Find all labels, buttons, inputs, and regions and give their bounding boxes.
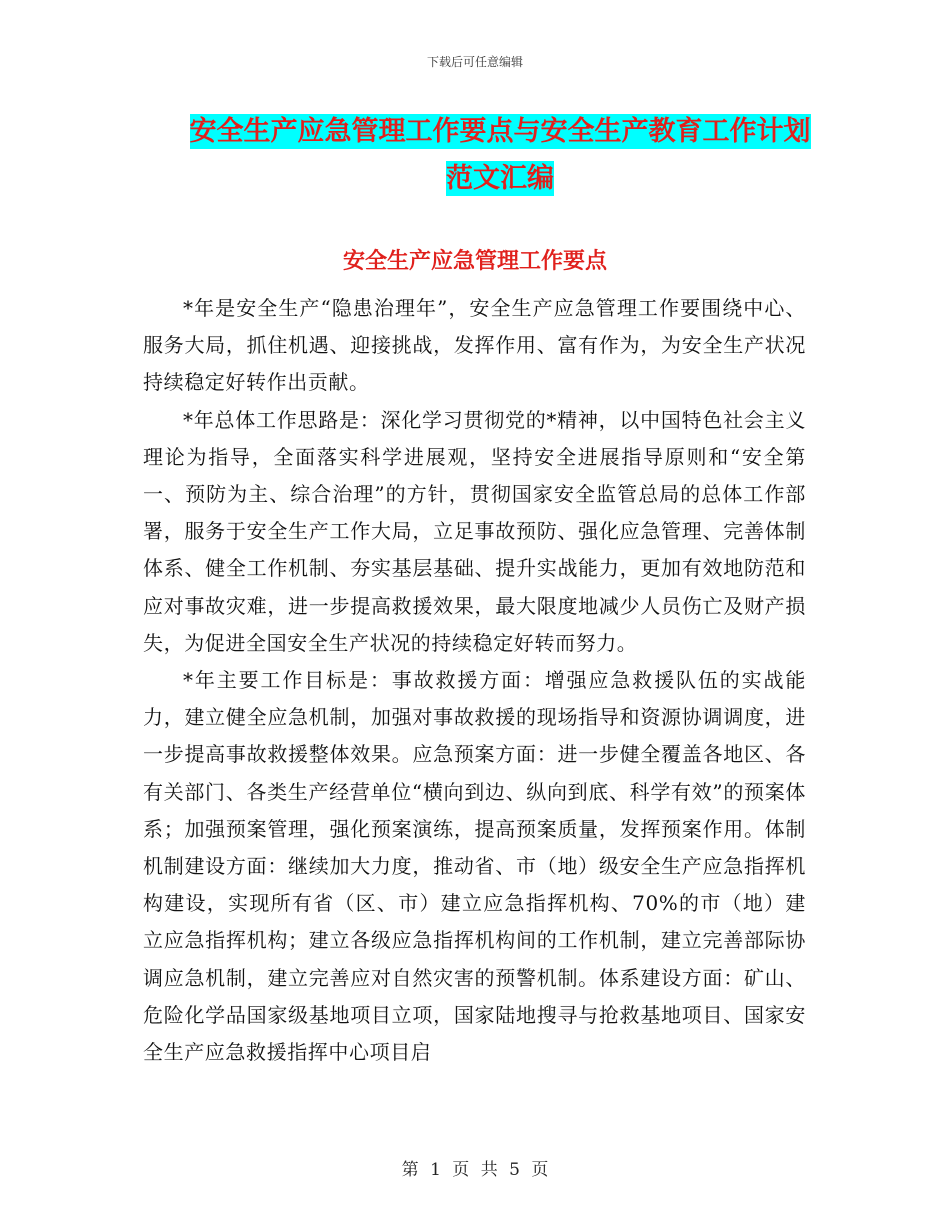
document-body (143, 290, 806, 1071)
page-number-footer: 第 1 页 共 5 页 (401, 1160, 549, 1180)
body-paragraph-2: *年总体工作思路是：深化学习贯彻党的*精神，以中国特色社会主义理论为指导，全面落实科学进展观，坚持安全进展指导原则和“安全第一、预防为主、综合治理”的方针，贯彻国家安全监管总局的总体工作部署，服务于安全生产工作大局，立足事故预防、强化应急管理、完善体制体系、健全工作机制、夯实基层基础、提升实战能力，更加有效地防范和应对事故灾难，进一步提高救援效果，最大限度地减少人员伤亡及财产损失，为促进全国安全生产状况的持续稳定好转而努力。 (143, 407, 806, 655)
page-header-note: 下载后可任意编辑 (426, 55, 523, 69)
document-title-line-1: 安全生产应急管理工作要点与安全生产教育工作计划 (189, 116, 811, 147)
document-title-line-2: 范文汇编 (446, 163, 554, 194)
body-paragraph-1: *年是安全生产“隐患治理年”，安全生产应急管理工作要围绕中心、服务大局，抓住机遇、迎接挑战，发挥作用、富有作为，为安全生产状况持续稳定好转作出贡献。 (143, 296, 806, 395)
document-title (140, 108, 860, 202)
body-paragraph-3: *年主要工作目标是：事故救援方面：增强应急救援队伍的实战能力，建立健全应急机制，加强对事故救援的现场指导和资源协调调度，进一步提高事故救援整体效果。应急预案方面：进一步健全覆盖各地区、各有关部门、各类生产经营单位“横向到边、纵向到底、科学有效”的预案体系；加强预案管理，强化预案演练，提高预案质量，发挥预案作用。体制机制建设方面：继续加大力度，推动省、市（地）级安全生产应急指挥机构建设，实现所有省（区、市）建立应急指挥机构、70%的市（地）建立应急指挥机构；建立各级应急指挥机构间的工作机制，建立完善部际协调应急机制，建立完善应对自然灾害的预警机制。体系建设方面：矿山、危险化学品国家级基地项目立项，国家陆地搜寻与抢救基地项目、国家安全生产应急救援指挥中心项目启 (143, 668, 806, 1065)
section-title: 安全生产应急管理工作要点 (342, 249, 607, 274)
